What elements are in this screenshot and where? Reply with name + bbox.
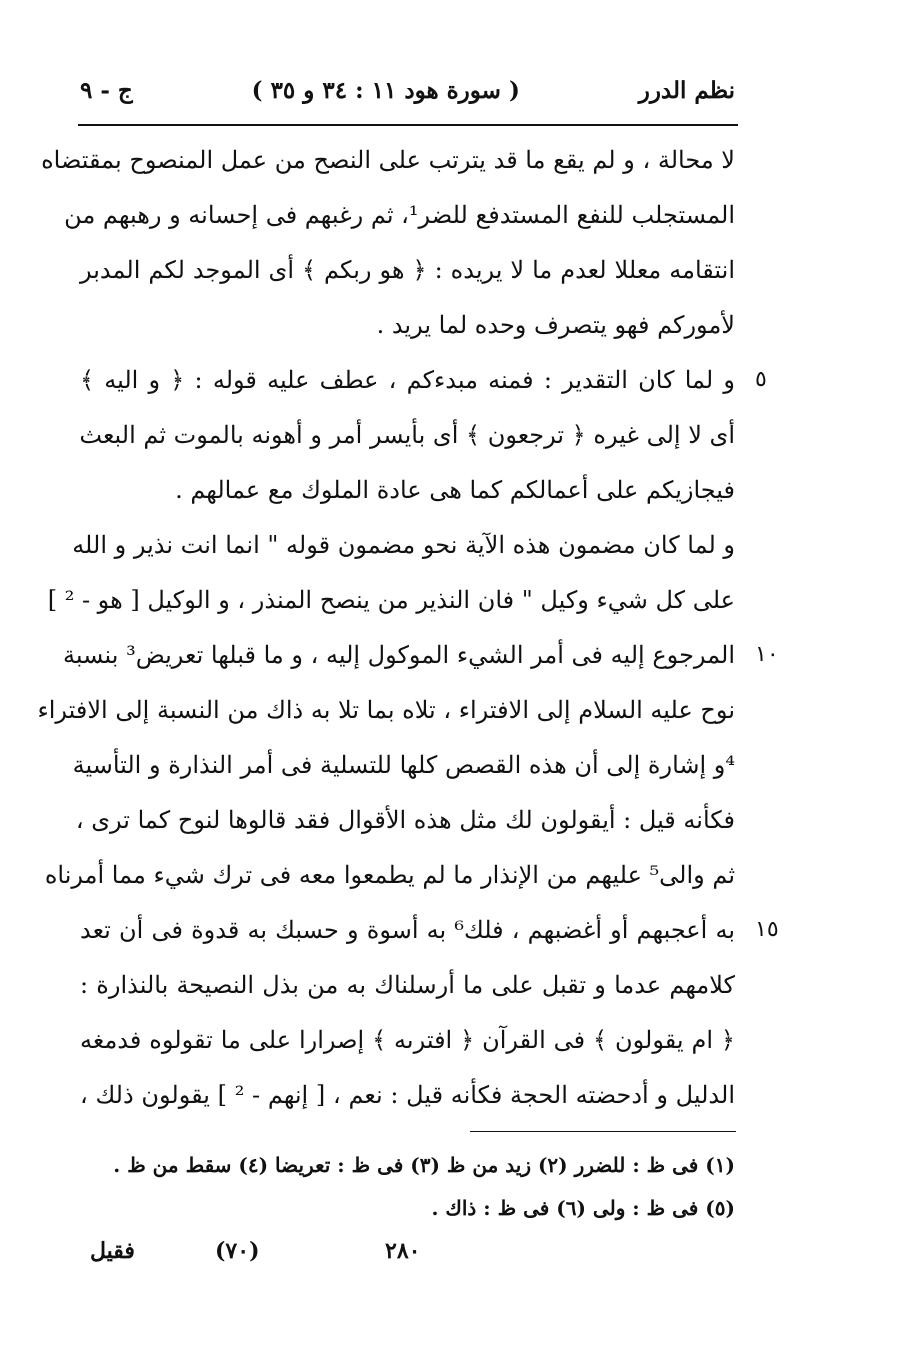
running-header [80, 70, 735, 110]
page-number: ٢٨٠ [385, 1238, 421, 1264]
text-line: ﴿ ام يقولون ﴾ فى القرآن ﴿ افترىه ﴾ إصرارا على ما تقولوه فدمغه [80, 1026, 735, 1054]
text-line: لأموركم فهو يتصرف وحده لما يريد . [376, 311, 735, 339]
text-line: ⁴و إشارة إلى أن هذه القصص كلها للتسلية فى أمر النذارة و التأسية [72, 751, 735, 779]
text-line: فكأنه قيل : أيقولون لك مثل هذه الأقوال فقد قالوها لنوح كما ترى ، [75, 806, 735, 834]
text-line: ثم والى⁵ عليهم من الإنذار ما لم يطمعوا معه فى ترك شيء مما أمرناه [44, 861, 735, 889]
text-line: فيجازيكم على أعمالكم كما هى عادة الملوك مع عمالهم . [175, 476, 735, 504]
book-title: نظم الدرر [638, 76, 735, 104]
text-line: المستجلب للنفع المستدفع للضر¹، ثم رغبهم فى إحسانه و رهبهم من [64, 201, 735, 229]
text-line: و لما كان مضمون هذه الآية نحو مضمون قوله " انما انت نذير و الله [72, 531, 735, 559]
footnote-line: (١) فى ظ : للضرر (٢) زيد من ظ (٣) فى ظ : تعريضا (٤) سقط من ظ . [113, 1153, 735, 1177]
page-footer [90, 1238, 690, 1278]
text-line: و لما كان التقدير : فمنه مبدءكم ، عطف عليه قوله : ﴿ و اليه ﴾ [80, 366, 735, 394]
text-line: لا محالة ، و لم يقع ما قد يترتب على النصح من عمل المنصوح بمقتضاه [41, 146, 735, 174]
text-line: نوح عليه السلام إلى الافتراء ، تلاه بما تلا به ذاك من النسبة إلى الافتراء [37, 696, 735, 724]
text-line: انتقامه معللا لعدم ما لا يريده : ﴿ هو ربكم ﴾ أى الموجد لكم المدبر [80, 256, 735, 284]
line-number: ١٥ [755, 917, 779, 942]
footnote-rule [470, 1131, 736, 1132]
text-line: كلامهم عدما و تقبل على ما أرسلناك به من بذل النصيحة بالنذارة : [80, 971, 735, 999]
text-line: المرجوع إليه فى أمر الشيء الموكول إليه ، و ما قبلها تعريض³ بنسبة [62, 641, 735, 669]
text-line: به أعجبهم أو أغضبهم ، فلك⁶ به أسوة و حسبك به قدوة فى أن تعد [80, 916, 735, 944]
footnote-line: (٥) فى ظ : ولى (٦) فى ظ : ذاك . [431, 1196, 735, 1220]
catchword: فقيل [90, 1238, 135, 1264]
surah-reference: ( سورة هود ١١ : ٣٤ و ٣٥ ) [251, 76, 520, 104]
signature-mark: (٧٠) [215, 1238, 260, 1264]
text-line: أى لا إلى غيره ﴿ ترجعون ﴾ أى بأيسر أمر و أهونه بالموت ثم البعث [79, 421, 735, 449]
text-line: على كل شيء وكيل " فان النذير من ينصح المنذر ، و الوكيل [ هو - ² ] [47, 586, 735, 614]
line-number: ٥ [755, 367, 767, 392]
header-rule [78, 124, 738, 126]
text-line: الدليل و أدحضته الحجة فكأنه قيل : نعم ، [ إنهم - ² ] يقولون ذلك ، [80, 1081, 735, 1109]
volume-number: ج - ٩ [80, 76, 133, 104]
line-number: ١٠ [755, 642, 779, 667]
